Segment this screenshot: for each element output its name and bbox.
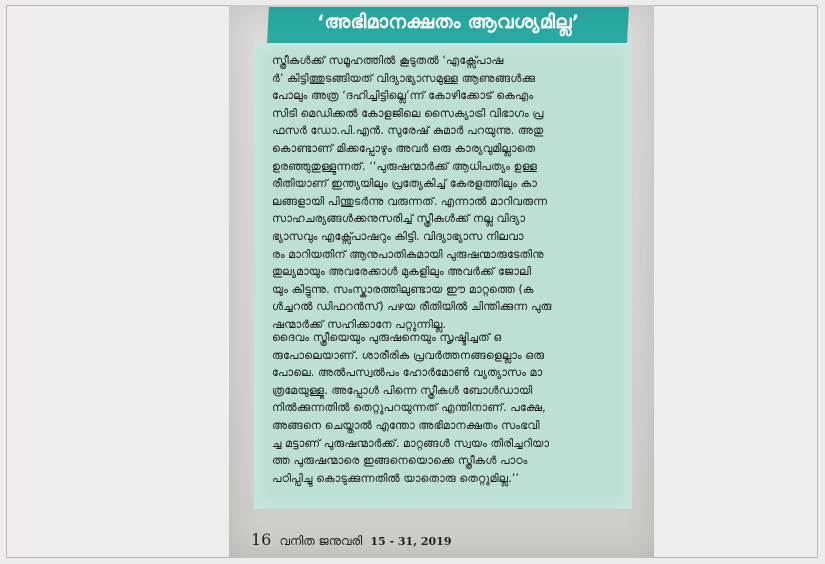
page-footer — [251, 530, 452, 549]
article-line: ഉരഞ്ഞുതുള്ളുന്നത്. ‘‘പുരുഷന്മാർക്ക് ആധിപത്യം ഉള്ള — [272, 159, 538, 173]
article-line: പഠിപ്പിച്ചു കൊടുക്കുന്നതിൽ യാതൊരു തെറ്റുമില്ല.’’ — [272, 471, 519, 485]
article-line: ഭ്യാസവും എക്സ്പോഷറും കിട്ടി. വിദ്യാഭ്യാസ നിലവാ — [272, 229, 524, 243]
headline-text: ‘അഭിമാനക്ഷതം ആവശ്യമില്ല’ — [316, 11, 580, 33]
article-paragraph-1 — [272, 52, 618, 334]
article-line: നിൽക്കുന്നതിൽ തെറ്റുപറയുന്നത് എന്തിനാണ്. പക്ഷേ, — [272, 401, 546, 415]
article-line: ച്ച മട്ടാണ് പുരുഷന്മാർക്ക്. മാറ്റങ്ങൾ സ്വയം തിരിച്ചറിയാ — [272, 436, 550, 450]
article-line: രീതിയാണ് ഇന്ത്യയിലും പ്രത്യേകിച്ച് കേരളത്തിലും കാ — [272, 177, 537, 191]
article-line: ദൈവം സ്ത്രീയെയും പുരുഷനെയും സൃഷ്ടിച്ചത് ഒ — [272, 331, 502, 344]
article-line: ത്ത പുരുഷന്മാരെ ഇങ്ങനെയൊക്കെ സ്ത്രീകൾ പാഠം — [272, 454, 528, 468]
article-line: ഫസർ ഡോ.പി.എൻ. സുരേഷ് കുമാർ പറയുന്നു. അതു — [272, 124, 544, 138]
article-line: ർ’ കിട്ടിത്തുടങ്ങിയത് വിദ്യാഭ്യാസമുള്ള ആണുങ്ങൾക്കു — [272, 71, 536, 85]
article-line: പോലെ. അൽപസ്വൽപം ഹോർമോൺ വ്യത്യാസം മാ — [272, 366, 543, 380]
article-line: രുപോലെയാണ്. ശാരീരിക പ്രവർത്തനങ്ങളെല്ലാം ഒരു — [272, 348, 545, 362]
article-line: സ്ത്രീകൾക്ക് സമൂഹത്തിൽ കൂടുതൽ ‘എക്സ്പോഷ — [272, 54, 504, 67]
article-paragraph-2 — [272, 329, 618, 487]
article-line: രം മാറിയതിന് ആനുപാതികമായി പുരുഷന്മാരുടേതിനു — [272, 247, 544, 261]
article-line: സാഹചര്യങ്ങൾക്കനുസരിച്ച് സ്ത്രീകൾക്ക് നല്ല വിദ്യാ — [272, 212, 526, 226]
article-line: കൊണ്ടാണ് മിക്കപ്പോഴും അവർ ഒരു കാര്യവുമില്ലാതെ — [272, 141, 536, 155]
article-line: ഷന്മാർക്ക് സഹിക്കാനേ പറ്റുന്നില്ല. — [272, 317, 447, 331]
magazine-page-photo — [229, 5, 654, 558]
article-line: അങ്ങനെ ചെയ്താൽ എന്തോ അഭിമാനക്ഷതം സംഭവി — [272, 418, 540, 432]
article-line: ലങ്ങളായി പിന്തുടർന്നു വരുന്നത്. എന്നാൽ മാറിവരുന്ന — [272, 194, 548, 208]
article-line: യും കിട്ടുന്നു. സംസ്കാരത്തിലുണ്ടായ ഈ മാറ്റത്തെ (ക — [272, 282, 534, 296]
magazine-name: വനിത ജനുവരി — [279, 534, 363, 548]
article-line: പോലും അത്ര ‘ദഹിച്ചിട്ടില്ലെ’ന്ന് കോഴിക്കോട് കെഎം — [272, 89, 534, 103]
page-number: 16 — [251, 530, 272, 549]
issue-date: 15 - 31, 2019 — [370, 535, 452, 548]
article-line: ത്രമേയുള്ളൂ. അപ്പോൾ പിന്നെ സ്ത്രീകൾ ബോൾഡായി — [272, 383, 533, 397]
headline-banner — [267, 7, 629, 43]
article-box — [254, 43, 632, 509]
article-line: സിടി മെഡിക്കൽ കോളജിലെ സൈക്യാട്രി വിഭാഗം പ്ര — [272, 106, 544, 120]
article-line: തുല്യമായും അവരേക്കാൾ മുകളിലും അവർക്ക് ജോലി — [272, 265, 532, 279]
article-line: ൾച്ചറൽ ഡിഫറൻസ്) പഴയ രീതിയിൽ ചിന്തിക്കുന്ന പുരു — [272, 300, 552, 314]
